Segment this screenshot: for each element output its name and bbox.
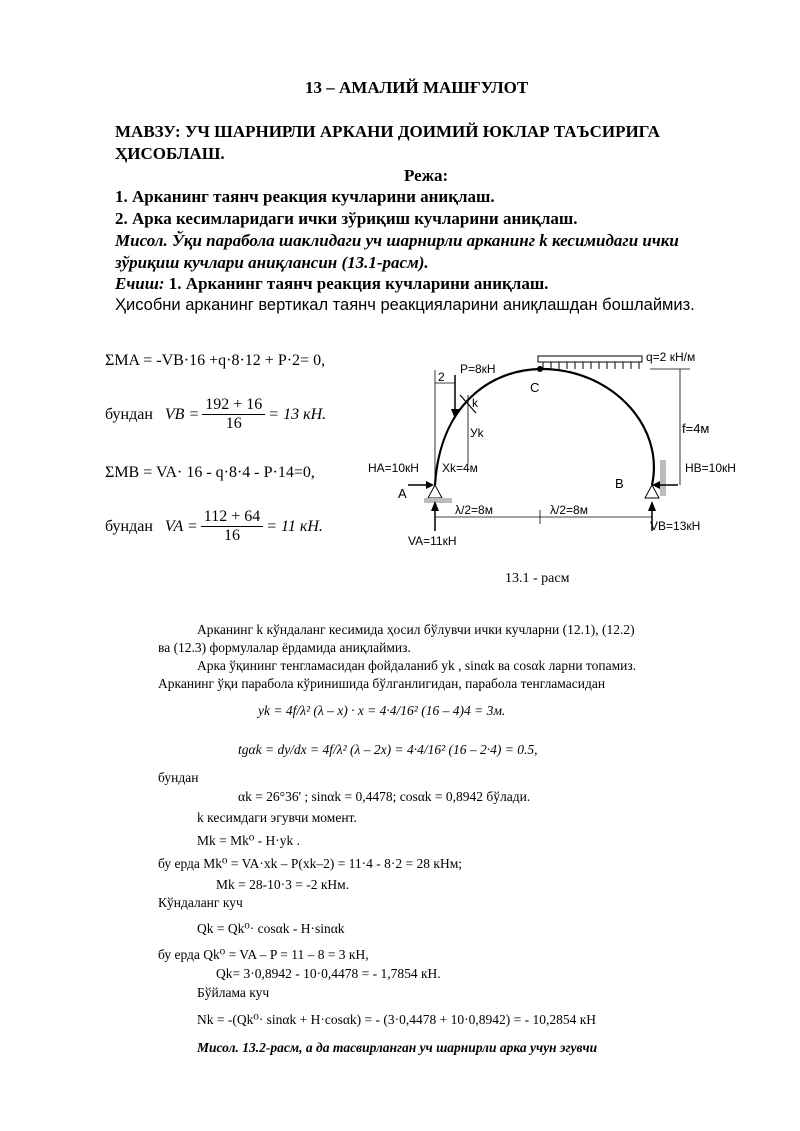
plan-title: Режа: — [404, 166, 449, 185]
va-numerator: 112 + 64 — [201, 508, 263, 527]
bundan-label-2: бундан — [105, 517, 153, 535]
topic-line-1: МАВЗУ: УЧ ШАРНИРЛИ АРКАНИ ДОИМИЙ ЮКЛАР ТАЪСИРИГА — [115, 122, 660, 141]
vb-lhs: VB = — [164, 405, 200, 423]
va-lhs: VA = — [164, 517, 198, 535]
k-moment-title: k кесимдаги эгувчи момент. — [197, 810, 357, 825]
mk-value: Mk = 28-10·3 = -2 кНм. — [216, 877, 350, 892]
label-f: f=4м — [682, 421, 710, 436]
bundan-lower: бундан — [158, 770, 199, 785]
alpha-equation: αk = 26°36' ; sinαk = 0,4478; cosαk = 0,8942 бўлади. — [238, 789, 531, 804]
mk-equation: Mk = Mk⁰ - H·yk . — [197, 833, 301, 848]
nk-equation: Nk = -(Qk⁰· sinαk + H·cosαk) = - (3·0,4478 + 10·0,8942) = - 10,2854 кН — [197, 1012, 597, 1027]
lower-p1a: Арканинг k кўндаланг кесимида ҳосил бўлувчи ички кучларни (12.1), (12.2) — [197, 622, 635, 637]
normal-title: Бўйлама куч — [197, 985, 270, 1000]
qk-equation: Qk = Qk⁰· cosαk - H·sinαk — [197, 921, 345, 936]
bundan-label: бундан — [105, 405, 153, 423]
support-b — [645, 460, 666, 498]
qk0-equation: бу ерда Qk⁰ = VA – P = 11 – 8 = 3 кН, — [158, 947, 369, 962]
arch-figure — [360, 345, 760, 595]
label-hb: HB=10кН — [685, 461, 736, 475]
lower-p1b: ва (12.3) формулалар ёрдамида аниқлаймиз. — [158, 640, 411, 655]
topic-line-2: ҲИСОБЛАШ. — [115, 144, 225, 163]
qk-value: Qk= 3·0,8942 - 10·0,4478 = - 1,7854 кН. — [216, 966, 441, 981]
vb-rhs: = 13 кН. — [268, 405, 327, 423]
tg-equation: tgαk = dy/dx = 4f/λ² (λ – 2x) = 4·4/16² (16 – 2·4) = 0.5, — [238, 742, 538, 757]
solution-line — [115, 274, 548, 294]
vb-fraction — [202, 396, 265, 433]
va-rhs: = 11 кН. — [266, 517, 323, 535]
plan-item-1: 1. Арканинг таянч реакция кучларини аниқлаш. — [115, 187, 495, 206]
next-example: Мисол. 13.2-расм, а да тасвирланган уч шарнирли арка учун эгувчи — [197, 1040, 598, 1055]
label-p: P=8кН — [460, 362, 496, 376]
lower-p2a: Арка ўқининг тенгламасидан фойдаланиб yk , sinαk ва cosαk ларни топамиз. — [197, 658, 637, 673]
figure-caption: 13.1 - расм — [505, 571, 570, 586]
label-xk: Xk=4м — [442, 461, 478, 475]
label-yk: Уk — [470, 426, 484, 440]
lower-p2b: Арканинг ўқи парабола кўринишида бўлганлигидан, парабола тенгламасидан — [158, 676, 606, 691]
label-half-1: λ/2=8м — [455, 503, 493, 517]
example-line-1: Мисол. Ўқи парабола шаклидаги уч шарнирли арканинг k кесимидаги ички — [115, 231, 679, 250]
plan-item-2: 2. Арка кесимларидаги ички зўриқиш кучларини аниқлаш. — [115, 209, 578, 228]
label-q: q=2 кН/м — [646, 350, 696, 364]
equation-mb: ΣMB = VA· 16 - q·8·4 - P·14=0, — [105, 464, 315, 481]
equation-vb — [105, 396, 326, 433]
label-half-2: λ/2=8м — [550, 503, 588, 517]
label-two: 2 — [438, 370, 445, 384]
label-k: k — [472, 396, 478, 410]
solution-text: 1. Арканинг таянч реакция кучларини аниқлаш. — [164, 274, 549, 293]
label-a: A — [398, 486, 407, 501]
page-title: 13 – АМАЛИЙ МАШҒУЛОТ — [305, 78, 529, 97]
equation-va — [105, 508, 323, 545]
vb-denominator: 16 — [225, 415, 242, 432]
label-va: VA=11кН — [408, 534, 457, 548]
label-b: B — [615, 476, 624, 491]
solution-label: Ечиш: — [115, 274, 165, 293]
mk0-equation: бу ерда Mk⁰ = VA·xk – P(xk–2) = 11·4 - 8·2 = 28 кНм; — [158, 856, 463, 871]
label-c: C — [530, 380, 540, 395]
yk-equation: yk = 4f/λ² (λ – x) · x = 4·4/16² (16 – 4)4 = 3м. — [258, 703, 506, 718]
example-line-2: зўриқиш кучлари аниқлансин (13.1-расм). — [115, 253, 429, 272]
vb-arrowhead — [648, 501, 656, 511]
va-fraction — [201, 508, 263, 545]
shear-title: Кўндаланг куч — [158, 895, 243, 910]
va-denominator: 16 — [224, 527, 240, 544]
equation-ma: ΣMA = -VB·16 +q·8·12 + P·2= 0, — [105, 352, 326, 369]
solution-intro: Ҳисобни арканинг вертикал таянч реакцияларини аниқлашдан бошлаймиз. — [115, 296, 695, 314]
label-vb: VB=13кН — [650, 519, 701, 533]
ha-arrowhead — [426, 481, 434, 489]
label-ha: HA=10кН — [368, 461, 419, 475]
distributed-load — [538, 356, 642, 369]
vb-numerator: 192 + 16 — [202, 396, 265, 415]
hinge-c — [537, 366, 543, 372]
